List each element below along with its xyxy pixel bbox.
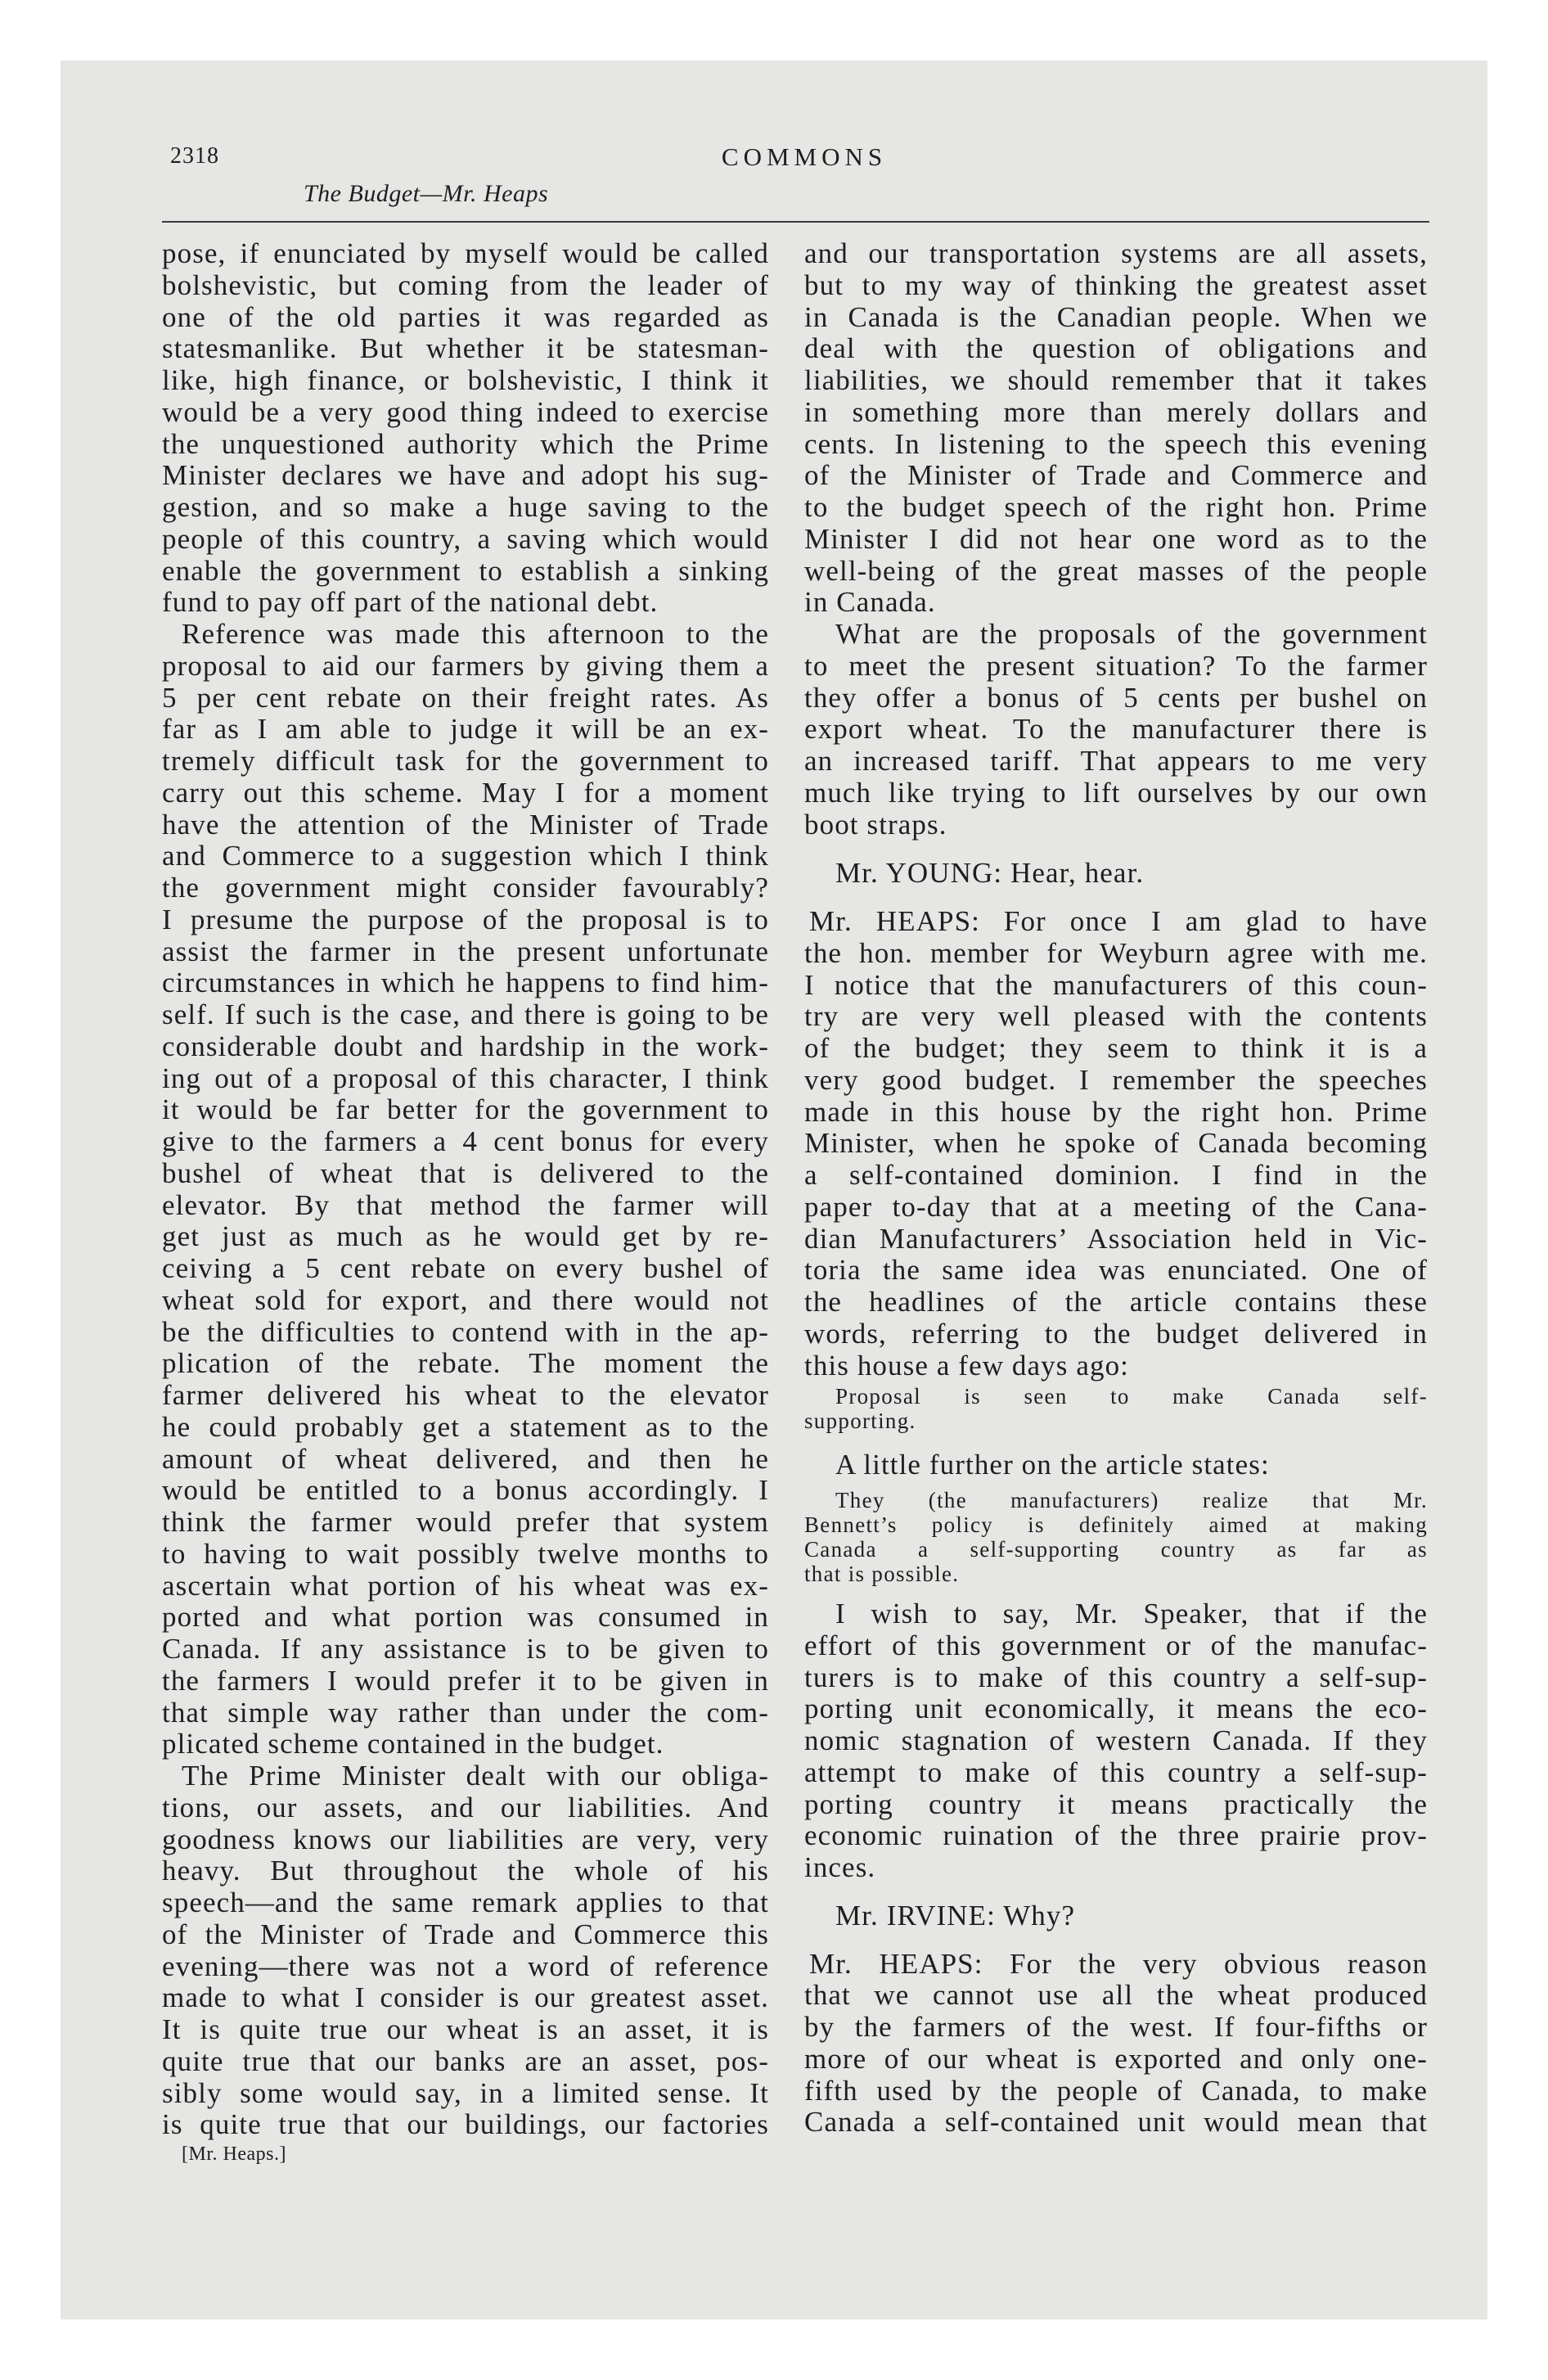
text-line: Mr. HEAPS: For once I am glad to have [809, 905, 1428, 937]
text-line: I presume the purpose of the proposal is to [162, 903, 769, 935]
text-line: would be entitled to a bonus accordingly. I [162, 1474, 769, 1507]
text-line: tions, our assets, and our liabilities. And [162, 1791, 769, 1823]
text-line: assist the farmer in the present unfortunate [162, 935, 769, 967]
text-line: wheat sold for export, and there would not [162, 1283, 769, 1316]
text-line: Canada a self-supporting country as far as [804, 1537, 1428, 1562]
text-line: think the farmer would prefer that system [162, 1506, 769, 1538]
text-line: heavy. But throughout the whole of his [162, 1855, 769, 1887]
text-line: to the budget speech of the right hon. Prime [804, 491, 1428, 523]
text-line: Mr. HEAPS: For the very obvious reason [809, 1947, 1428, 1980]
paragraph [804, 619, 1428, 841]
text-line: like, high finance, or bolshevistic, I think it [162, 364, 769, 396]
text-line: one of the old parties it was regarded as [162, 300, 769, 333]
text-line: try are very well pleased with the contents [804, 1000, 1428, 1033]
text-line: in something more than merely dollars and [804, 395, 1428, 428]
text-line: of the Minister of Trade and Commerce and [804, 459, 1428, 492]
text-line: porting unit economically, it means the eco- [804, 1693, 1428, 1725]
text-line: very good budget. I remember the speeches [804, 1063, 1428, 1096]
text-line: Minister, when he spoke of Canada becoming [804, 1127, 1428, 1160]
block-quote [804, 1384, 1428, 1433]
text-line: fifth used by the people of Canada, to make [804, 2074, 1428, 2107]
text-line: turers is to make of this country a self-sup- [804, 1661, 1428, 1693]
text-line: elevator. By that method the farmer will [162, 1188, 769, 1221]
text-line: ported and what portion was consumed in [162, 1601, 769, 1634]
text-line: boot straps. [804, 808, 947, 841]
text-line: What are the proposals of the government [835, 618, 1428, 650]
text-line: this house a few days ago: [804, 1349, 1129, 1382]
text-line: to having to wait possibly twelve months to [162, 1537, 769, 1570]
text-line: far as I am able to judge it will be an ex- [162, 713, 769, 746]
text-line: ascertain what portion of his wheat was ex- [162, 1569, 769, 1602]
text-line: made in this house by the right hon. Prime [804, 1095, 1428, 1128]
text-line: quite true that our banks are an asset, pos- [162, 2044, 769, 2077]
text-line: self. If such is the case, and there is going to be [162, 998, 769, 1030]
text-line: inces. [804, 1851, 876, 1883]
text-line: cents. In listening to the speech this evening [804, 427, 1428, 460]
text-line: effort of this government or of the manufac- [804, 1629, 1428, 1661]
paragraph [804, 1598, 1428, 1884]
text-line: of the budget; they seem to think it is a [804, 1032, 1428, 1064]
text-line: porting country it means practically the [804, 1787, 1428, 1820]
text-line: liabilities, we should remember that it takes [804, 364, 1428, 396]
text-line: but to my way of thinking the greatest asset [804, 268, 1428, 301]
text-line: much like trying to lift ourselves by our own [804, 776, 1428, 809]
text-line: words, referring to the budget delivered in [804, 1317, 1428, 1350]
text-line: Canada. If any assistance is to be given to [162, 1633, 769, 1665]
text-line: ing out of a proposal of this character, I think [162, 1062, 769, 1094]
text-line: evening—there was not a word of reference [162, 1950, 769, 1982]
text-line: that we cannot use all the wheat produced [804, 1979, 1428, 2012]
speaker-interjection [804, 1900, 1428, 1932]
text-line: bushel of wheat that is delivered to the [162, 1156, 769, 1189]
text-line: The Prime Minister dealt with our obliga- [182, 1760, 769, 1792]
text-line: of the Minister of Trade and Commerce this [162, 1918, 769, 1950]
text-line: it would be far better for the government to [162, 1093, 769, 1126]
text-line: 5 per cent rebate on their freight rates. As [162, 681, 769, 714]
text-line: Reference was made this afternoon to the [182, 618, 769, 650]
speaker-paragraph [804, 906, 1428, 1382]
text-line: Proposal is seen to make Canada self- [835, 1384, 1428, 1409]
text-line: the government might consider favourably? [162, 872, 769, 904]
text-line: by the farmers of the west. If four-fifths or [804, 2011, 1428, 2043]
text-line: export wheat. To the manufacturer there is [804, 713, 1428, 746]
text-line: carry out this scheme. May I for a moment [162, 776, 769, 809]
text-line: in Canada is the Canadian people. When we [804, 300, 1428, 333]
text-line: would be a very good thing indeed to exercise [162, 395, 769, 428]
page-number: 2318 [170, 143, 219, 169]
text-line: Bennett’s policy is definitely aimed at making [804, 1512, 1428, 1537]
text-line: the farmers I would prefer it to be given in [162, 1664, 769, 1697]
text-line: and our transportation systems are all assets, [804, 237, 1428, 269]
text-line: considerable doubt and hardship in the work- [162, 1030, 769, 1062]
text-line: and Commerce to a suggestion which I think [162, 840, 769, 872]
text-line: attempt to make of this country a self-sup- [804, 1756, 1428, 1788]
text-line: gestion, and so make a huge saving to the [162, 491, 769, 523]
text-line: sibly some would say, in a limited sense. It [162, 2076, 769, 2109]
text-line: enable the government to establish a sinking [162, 554, 769, 587]
text-line: It is quite true our wheat is an asset, it is [162, 2013, 769, 2045]
text-line: more of our wheat is exported and only one- [804, 2042, 1428, 2075]
text-line: they offer a bonus of 5 cents per bushel on [804, 681, 1428, 714]
text-line: the hon. member for Weyburn agree with me. [804, 936, 1428, 969]
text-line: plication of the rebate. The moment the [162, 1347, 769, 1380]
paragraph-continued [162, 238, 769, 619]
text-line: I wish to say, Mr. Speaker, that if the [835, 1598, 1428, 1629]
text-line: bolshevistic, but coming from the leader of [162, 268, 769, 301]
text-line: Minister I did not hear one word as to the [804, 522, 1428, 555]
text-line: I notice that the manufacturers of this coun- [804, 968, 1428, 1001]
text-line: A little further on the article states: [835, 1449, 1270, 1481]
text-line: get just as much as he would get by re- [162, 1220, 769, 1253]
text-line: tremely difficult task for the government to [162, 745, 769, 777]
text-line: the headlines of the article contains these [804, 1286, 1428, 1318]
text-line: made to what I consider is our greatest asset. [162, 1981, 769, 2014]
text-line: paper to-day that at a meeting of the Cana- [804, 1190, 1428, 1223]
text-line: toria the same idea was enunciated. One of [804, 1254, 1428, 1287]
text-line: to meet the present situation? To the farmer [804, 649, 1428, 682]
text-line: plicated scheme contained in the budget. [162, 1728, 664, 1760]
text-line: dian Manufacturers’ Association held in Vic- [804, 1222, 1428, 1255]
text-line: well-being of the great masses of the people [804, 554, 1428, 587]
text-line: nomic stagnation of western Canada. If they [804, 1724, 1428, 1756]
text-line: Canada a self-contained unit would mean that [804, 2106, 1428, 2139]
right-column [804, 238, 1428, 2139]
text-line: people of this country, a saving which would [162, 522, 769, 555]
text-line: a self-contained dominion. I find in the [804, 1159, 1428, 1191]
text-line: give to the farmers a 4 cent bonus for every [162, 1125, 769, 1157]
text-line: They (the manufacturers) realize that Mr. [835, 1488, 1428, 1512]
text-line: ceiving a 5 cent rebate on every bushel of [162, 1252, 769, 1284]
text-line: speech—and the same remark applies to that [162, 1886, 769, 1918]
text-line: he could probably get a statement as to the [162, 1410, 769, 1443]
text-line: Mr. YOUNG: Hear, hear. [835, 857, 1145, 890]
section-title: COMMONS [721, 142, 888, 171]
text-line: amount of wheat delivered, and then he [162, 1442, 769, 1475]
speaker-paragraph [804, 1949, 1428, 2139]
paragraph [162, 1760, 769, 2141]
text-line: fund to pay off part of the national debt. [162, 586, 659, 619]
speaker-interjection [804, 858, 1428, 890]
text-line: economic ruination of the three prairie prov- [804, 1819, 1428, 1852]
text-line: supporting. [804, 1409, 916, 1434]
text-line: deal with the question of obligations and [804, 332, 1428, 365]
text-line: circumstances in which he happens to find him- [162, 967, 769, 999]
paragraph-continued [804, 238, 1428, 619]
paragraph [162, 619, 769, 1760]
text-line: that simple way rather than under the com- [162, 1696, 769, 1729]
text-line: statesmanlike. But whether it be statesman- [162, 332, 769, 365]
text-line: that is possible. [804, 1562, 960, 1586]
header-rule [162, 221, 1429, 223]
text-line: an increased tariff. That appears to me very [804, 745, 1428, 777]
text-line: the unquestioned authority which the Prime [162, 427, 769, 460]
text-line: is quite true that our buildings, our factories [162, 2108, 769, 2141]
text-line: Mr. IRVINE: Why? [835, 1899, 1076, 1931]
paragraph [804, 1449, 1428, 1481]
text-line: proposal to aid our farmers by giving them a [162, 649, 769, 682]
text-line: have the attention of the Minister of Trade [162, 808, 769, 841]
text-line: goodness knows our liabilities are very, very [162, 1823, 769, 1855]
text-line: in Canada. [804, 586, 936, 619]
text-line: Minister declares we have and adopt his sug- [162, 459, 769, 492]
text-line: pose, if enunciated by myself would be called [162, 237, 769, 269]
block-quote [804, 1488, 1428, 1586]
running-title: The Budget—Mr. Heaps [304, 180, 549, 207]
left-column [162, 238, 769, 2141]
text-line: be the difficulties to contend with in the ap- [162, 1315, 769, 1348]
speaker-footnote: [Mr. Heaps.] [182, 2143, 286, 2165]
text-line: farmer delivered his wheat to the elevator [162, 1379, 769, 1411]
